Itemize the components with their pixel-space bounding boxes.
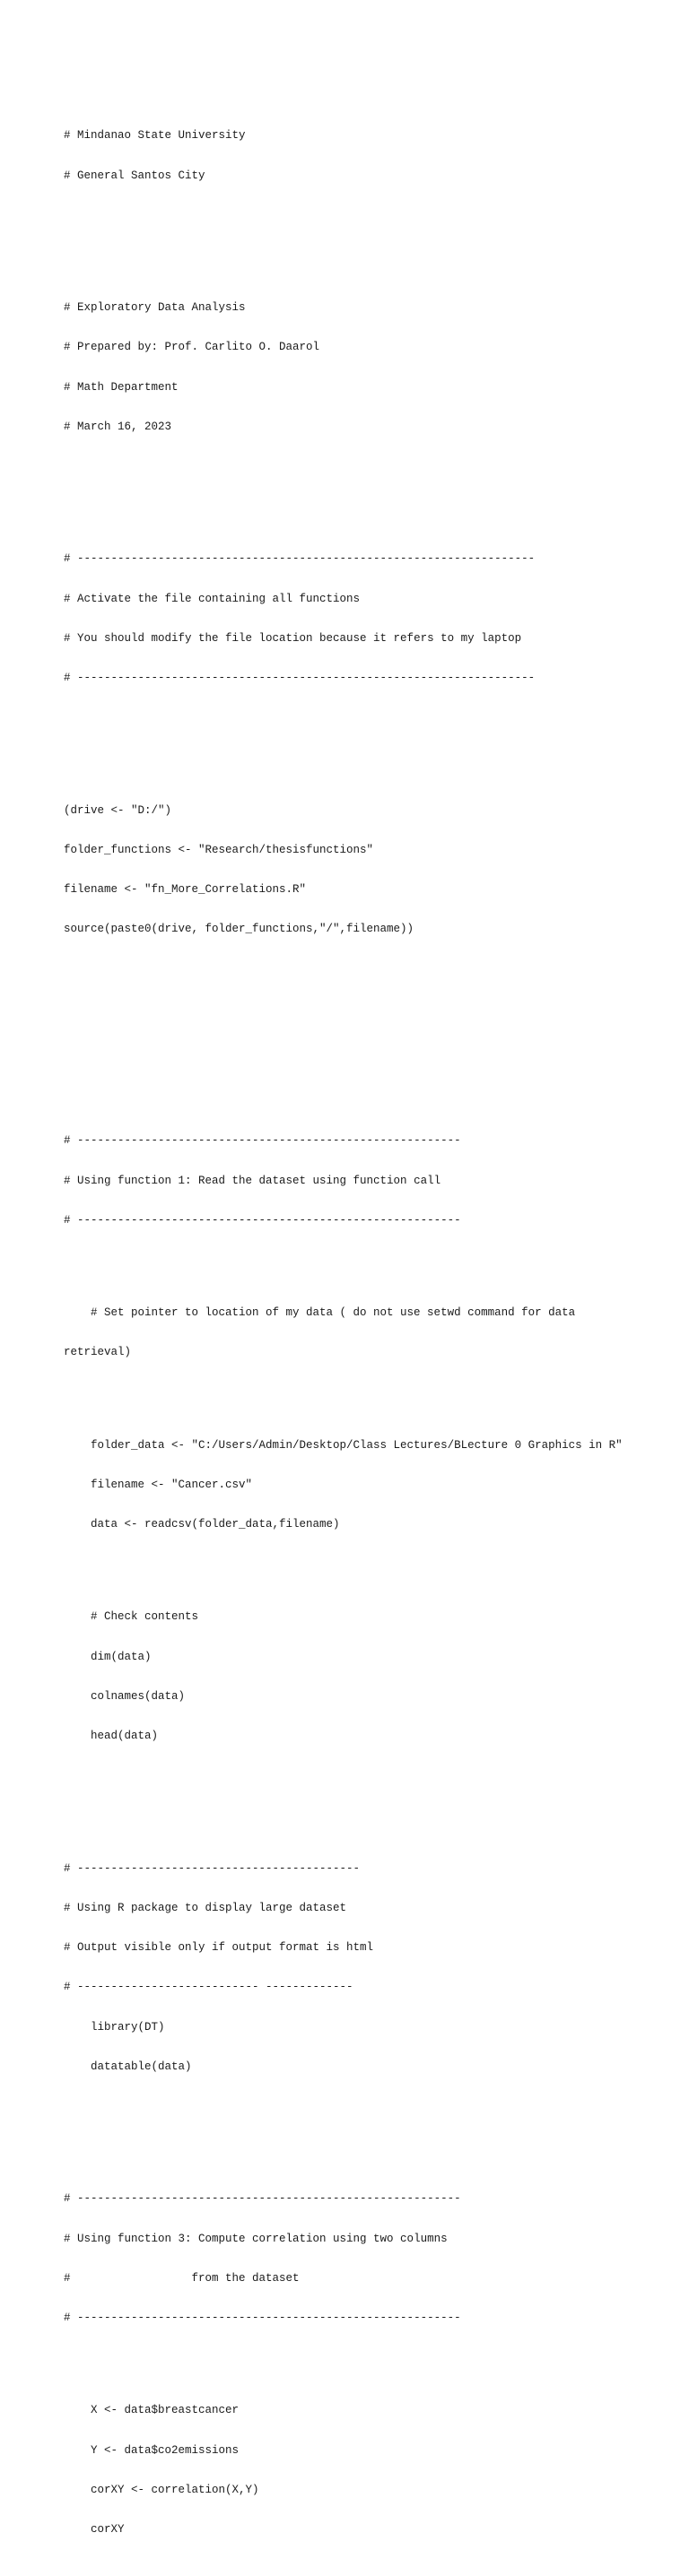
info-title: # Exploratory Data Analysis (64, 301, 246, 314)
function1-code-5: colnames(data) (91, 1689, 186, 1703)
header-city: # General Santos City (64, 169, 205, 182)
blank-line (64, 751, 656, 765)
function1-code-4: dim(data) (91, 1650, 152, 1663)
activate-comment-1: # Activate the file containing all functions (64, 592, 361, 605)
activate-code-3: filename <- "fn_More_Correlations.R" (64, 883, 307, 896)
info-date: # March 16, 2023 (64, 420, 172, 433)
function1-rule-bottom: # --------------------------------------------------------- (64, 1213, 461, 1227)
dt-comment-1: # Using R package to display large dataset (64, 1901, 347, 1914)
blank-line (64, 1253, 656, 1267)
info-department: # Math Department (64, 380, 179, 394)
function3-code-1: X <- data$breastcancer (91, 2404, 240, 2417)
blank-line (64, 1081, 656, 1095)
function1-pointer-comment-cont: retrieval) (64, 1346, 132, 1359)
blank-line (64, 1557, 656, 1571)
info-prepared-by: # Prepared by: Prof. Carlito O. Daarol (64, 341, 320, 354)
r-script-listing (64, 90, 656, 2576)
function1-comment: # Using function 1: Read the dataset using function call (64, 1174, 441, 1187)
blank-line (64, 2351, 656, 2364)
function3-code-2: Y <- data$co2emissions (91, 2443, 240, 2457)
function1-code-1: folder_data <- "C:/Users/Admin/Desktop/Class Lectures/BLecture 0 Graphics in R" (91, 1438, 623, 1452)
blank-line (64, 499, 656, 513)
header-university: # Mindanao State University (64, 129, 246, 143)
blank-line (64, 1769, 656, 1782)
blank-line (64, 248, 656, 262)
blank-line (64, 2139, 656, 2153)
function3-rule-bottom: # --------------------------------------------------------- (64, 2311, 461, 2324)
blank-line (64, 963, 656, 976)
blank-line (64, 1002, 656, 1016)
dt-rule-top: # ------------------------------------------ (64, 1861, 361, 1875)
activate-comment-2: # You should modify the file location because it refers to my laptop (64, 631, 522, 645)
activate-rule-top: # -------------------------------------------------------------------- (64, 552, 536, 566)
blank-line (64, 711, 656, 724)
blank-line (64, 460, 656, 473)
function3-code-4: corXY (91, 2523, 125, 2536)
activate-code-2: folder_functions <- "Research/thesisfunctions" (64, 843, 374, 856)
dt-rule-bottom: # --------------------------- ------------- (64, 1981, 353, 1994)
function1-code-3: data <- readcsv(folder_data,filename) (91, 1518, 340, 1531)
function3-comment-2: # from the dataset (64, 2271, 300, 2285)
dt-code-2: datatable(data) (91, 2060, 192, 2073)
function1-check-comment: # Check contents (91, 1610, 199, 1624)
function1-code-2: filename <- "Cancer.csv" (91, 1478, 253, 1491)
blank-line (64, 1386, 656, 1400)
activate-rule-bottom: # -------------------------------------------------------------------- (64, 672, 536, 684)
function3-comment-1: # Using function 3: Compute correlation using two columns (64, 2232, 448, 2245)
function1-pointer-comment: # Set pointer to location of my data ( do not use setwd command for data (91, 1306, 576, 1319)
function3-code-3: corXY <- correlation(X,Y) (91, 2483, 259, 2496)
activate-code-1: (drive <- "D:/") (64, 803, 172, 817)
blank-line (64, 209, 656, 222)
function1-rule-top: # --------------------------------------------------------- (64, 1134, 461, 1148)
function3-rule-top: # --------------------------------------------------------- (64, 2192, 461, 2206)
dt-code-1: library(DT) (91, 2020, 165, 2034)
activate-code-4: source(paste0(drive, folder_functions,"/",filename)) (64, 923, 414, 936)
dt-comment-2: # Output visible only if output format is html (64, 1941, 374, 1954)
blank-line (64, 1042, 656, 1055)
function1-code-6: head(data) (91, 1730, 159, 1742)
blank-line (64, 2100, 656, 2113)
blank-line (64, 1809, 656, 1823)
